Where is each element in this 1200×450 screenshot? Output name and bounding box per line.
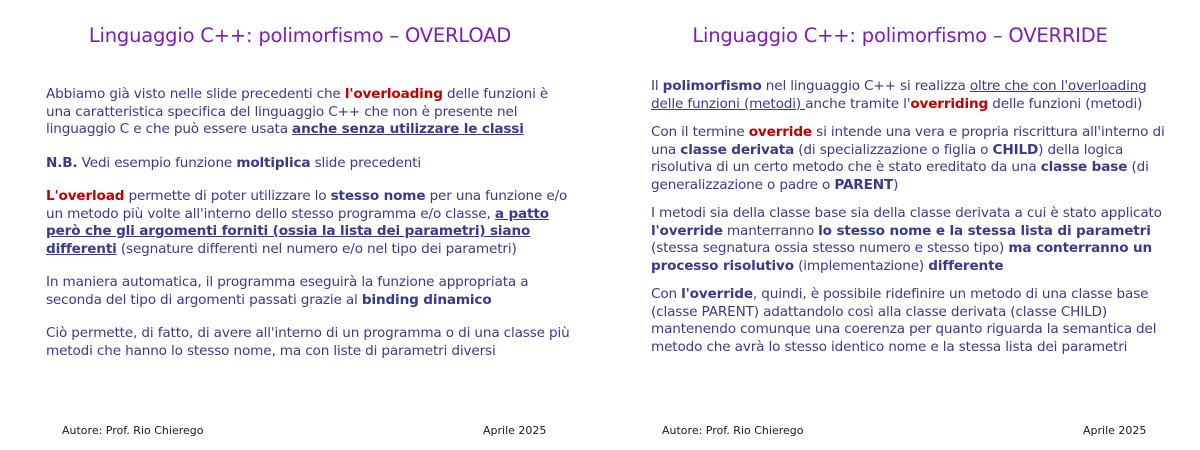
paragraph-2: [46, 155, 576, 173]
text: Con: [651, 286, 682, 302]
text: ): [893, 176, 899, 193]
paragraph-3: [651, 205, 1171, 275]
highlight-without-classes: anche senza utilizzare le classi: [292, 121, 524, 137]
paragraph-5: [46, 325, 576, 360]
paragraph-4: [651, 286, 1171, 356]
slide-title: Linguaggio C++: polimorfismo – OVERRIDE: [692, 24, 1108, 47]
text: Con il termine: [651, 124, 749, 140]
highlight-parent: PARENT: [834, 176, 894, 193]
text: per una funzione e/o un metodo più volte all'interno dello stesso programma e/o classe,: [46, 188, 568, 222]
highlight-override-term: l'override: [681, 286, 753, 302]
nb-label: N.B.: [46, 154, 78, 171]
footer-date: Aprile 2025: [483, 424, 547, 437]
slide-body: [46, 86, 576, 376]
text: permette di poter utilizzare lo: [124, 188, 331, 204]
text: delle funzioni (metodi): [988, 95, 1143, 112]
highlight-condition: a patto però che gli argomenti forniti (ossia la lista dei parametri) siano differenti: [46, 205, 549, 257]
text: (di specializzazione o figlia o: [794, 141, 993, 158]
text: In maniera automatica, il programma eseguirà la funzione appropriata a seconda del tipo di argomenti passati grazie al: [46, 274, 529, 308]
highlight-polimorfismo: polimorfismo: [662, 78, 762, 94]
highlight-same-name: stesso nome: [330, 188, 426, 204]
highlight-override: override: [748, 124, 812, 140]
highlight-base-class: classe base: [1040, 159, 1128, 175]
paragraph-2: [651, 124, 1171, 194]
text: (stessa segnatura ossia stesso numero e stesso tipo): [651, 240, 1009, 256]
text: Ciò permette, di fatto, di avere all'interno di un programma o di una classe più metodi che hanno lo stesso nome, ma con liste di parametri diversi: [46, 325, 570, 359]
highlight-override-term: l'override: [651, 222, 723, 239]
footer-author: Autore: Prof. Rio Chierego: [662, 424, 804, 437]
paragraph-4: [46, 274, 576, 309]
text: manterranno: [722, 222, 819, 239]
footer-date: Aprile 2025: [1083, 424, 1147, 437]
footer-author: Autore: Prof. Rio Chierego: [62, 424, 204, 437]
text: (implementazione): [793, 257, 929, 274]
slide-title: Linguaggio C++: polimorfismo – OVERLOAD: [88, 24, 512, 47]
text: (di generalizzazione o padre o: [651, 159, 1149, 193]
highlight-overloading: l'overloading: [344, 86, 443, 102]
paragraph-3: [46, 188, 576, 258]
text: si intende una vera e propria riscrittura all'interno di una: [651, 124, 1165, 158]
paragraph-1: [651, 78, 1171, 113]
text: , quindi, è possibile ridefinire un metodo di una classe base (classe PARENT) adattandolo così alla classe derivata (classe CHILD) mantenendo comunque una coerenza per quanto riguarda la semantica del metodo che avrà lo stesso identico nome e la stessa lista dei parametri: [651, 286, 1157, 355]
highlight-different-process: ma conterranno un processo risolutivo: [651, 240, 1153, 274]
highlight-child: CHILD: [992, 141, 1039, 158]
paragraph-1: [46, 86, 576, 139]
highlight-different: differente: [928, 257, 1004, 274]
highlight-overriding: overriding: [910, 95, 989, 112]
underlined-overloading: oltre che con l'overloading delle funzioni (metodi): [651, 78, 1147, 112]
highlight-dynamic-binding: binding dinamico: [361, 291, 492, 308]
text: anche tramite l': [805, 95, 911, 112]
text: I metodi sia della classe base sia della classe derivata a cui è stato applicato: [651, 205, 1162, 221]
slide-body: [651, 78, 1171, 367]
text: nel linguaggio C++ si realizza: [761, 78, 970, 94]
highlight-moltiplica: moltiplica: [236, 154, 311, 171]
text: Abbiamo già visto nelle slide precedenti che: [46, 86, 345, 102]
text: slide precedenti: [310, 154, 421, 171]
text: Vedi esempio funzione: [77, 154, 237, 171]
text: ) della logica risolutiva di un certo metodo che è stato ereditato da una: [651, 141, 1124, 175]
text: (segnature differenti nel numero e/o nel tipo dei parametri): [116, 240, 517, 257]
highlight-same-signature: lo stesso nome e la stessa lista di parametri: [818, 222, 1151, 239]
highlight-derived-class: classe derivata: [680, 141, 795, 158]
text: delle funzioni è una caratteristica specifica del linguaggio C++ che non è presente nel linguaggio C e che può essere usata: [46, 86, 549, 137]
text: Il: [651, 78, 663, 94]
highlight-overload: L'overload: [46, 188, 125, 204]
slide-override: [600, 0, 1200, 450]
